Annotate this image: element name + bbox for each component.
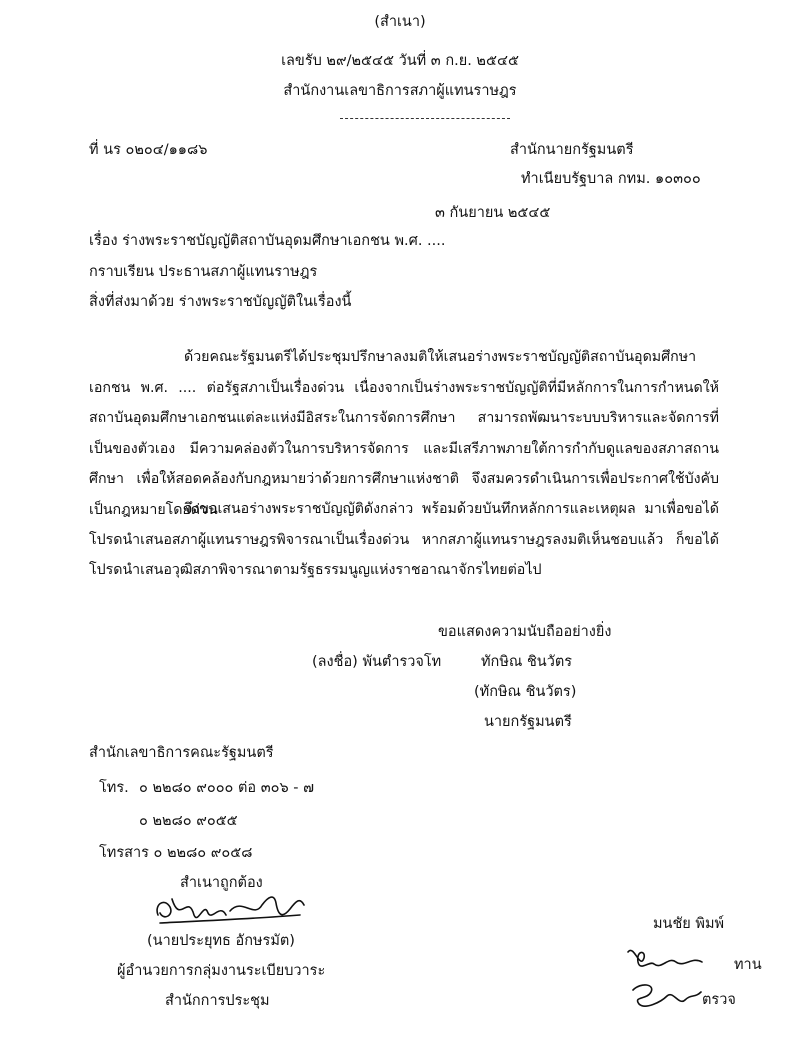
- subject-line: เรื่อง ร่างพระราชบัญญัติสถาบันอุดมศึกษาเอกชน พ.ศ. ....: [89, 233, 446, 249]
- sender-address: ทำเนียบรัฐบาล กทม. ๑๐๓๐๐: [521, 171, 701, 187]
- certifier-department: สำนักการประชุม: [165, 993, 270, 1009]
- checker-initials: [625, 978, 705, 1014]
- copy-mark: (สำเนา): [374, 14, 426, 30]
- reference-number: ที่ นร ๐๒๐๔/๑๑๘๖: [89, 142, 208, 158]
- fax-number: โทรสาร ๐ ๒๒๘๐ ๙๐๕๘: [99, 845, 253, 861]
- checker-label: ตรวจ: [702, 992, 736, 1008]
- certifier-position: ผู้อำนวยการกลุ่มงานระเบียบวาระ: [117, 963, 326, 979]
- signer-title: นายกรัฐมนตรี: [484, 714, 572, 730]
- certifier-name: (นายประยุทธ อักษรมัต): [147, 933, 295, 949]
- reviewer-initials: [622, 942, 712, 976]
- telephone-label: โทร.: [99, 780, 129, 796]
- typist-line: มนชัย พิมพ์: [653, 916, 725, 932]
- letter-date: ๓ กันยายน ๒๕๔๕: [435, 205, 551, 221]
- telephone-1: ๐ ๒๒๘๐ ๙๐๐๐ ต่อ ๓๐๖ - ๗: [139, 780, 315, 796]
- body-paragraph-1-text: ด้วยคณะรัฐมนตรีได้ประชุมปรึกษาลงมติให้เสนอร่างพระราชบัญญัติสถาบันอุดมศึกษาเอกชน พ.ศ. .... ต่อรัฐสภาเป็นเรื่องด่วน เนื่องจากเป็นร่างพระราชบัญญัติที่มีหลักการในการกำหนดให้สถาบันอุดมศึกษาเอกชนแต่ละแห่งมีอิสระในการจัดการศึกษา สามารถพัฒนาระบบบริหารและจัดการที่เป็นของตัวเอง มีความคล่องตัวในการบริหารจัดการ และมีเสรีภาพภายใต้การกำกับดูแลของสภาสถานศึกษา เพื่อให้สอดคล้องกับกฎหมายว่าด้วยการศึกษาแห่งชาติ จึงสมควรดำเนินการเพื่อประกาศใช้บังคับเป็นกฎหมายโดยด่วน: [89, 349, 719, 518]
- contact-office: สำนักเลขาธิการคณะรัฐมนตรี: [89, 745, 274, 761]
- body-paragraph-2: [89, 494, 719, 586]
- closing-line: ขอแสดงความนับถืออย่างยิ่ง: [438, 624, 612, 640]
- body-paragraph-2-text: จึงขอเสนอร่างพระราชบัญญัติดังกล่าว พร้อมด้วยบันทึกหลักการและเหตุผล มาเพื่อขอได้โปรดนำเสนอสภาผู้แทนราษฎรพิจารณาเป็นเรื่องด่วน หากสภาผู้แทนราษฎรลงมติเห็นชอบแล้ว ก็ขอได้โปรดนำเสนอวุฒิสภาพิจารณาตามรัฐธรรมนูญแห่งราชอาณาจักรไทยต่อไป: [89, 501, 719, 578]
- signed-prefix: (ลงชื่อ) พันตำรวจโท: [312, 654, 442, 670]
- receiving-office: สำนักงานเลขาธิการสภาผู้แทนราษฎร: [283, 83, 517, 99]
- reviewer-label: ทาน: [734, 957, 762, 973]
- certified-copy-label: สำเนาถูกต้อง: [180, 875, 263, 891]
- header-divider: [340, 118, 510, 119]
- certifier-signature: [150, 885, 310, 930]
- sender-office: สำนักนายกรัฐมนตรี: [510, 142, 634, 158]
- signer-name-parenthesized: (ทักษิณ ชินวัตร): [474, 684, 577, 700]
- salutation-line: กราบเรียน ประธานสภาผู้แทนราษฎร: [89, 264, 318, 280]
- enclosure-line: สิ่งที่ส่งมาด้วย ร่างพระราชบัญญัติในเรื่องนี้: [89, 294, 352, 310]
- receipt-line: เลขรับ ๒๙/๒๕๔๕ วันที่ ๓ ก.ย. ๒๕๔๕: [281, 53, 519, 69]
- telephone-2: ๐ ๒๒๘๐ ๙๐๕๕: [139, 813, 238, 829]
- signer-name: ทักษิณ ชินวัตร: [481, 654, 573, 670]
